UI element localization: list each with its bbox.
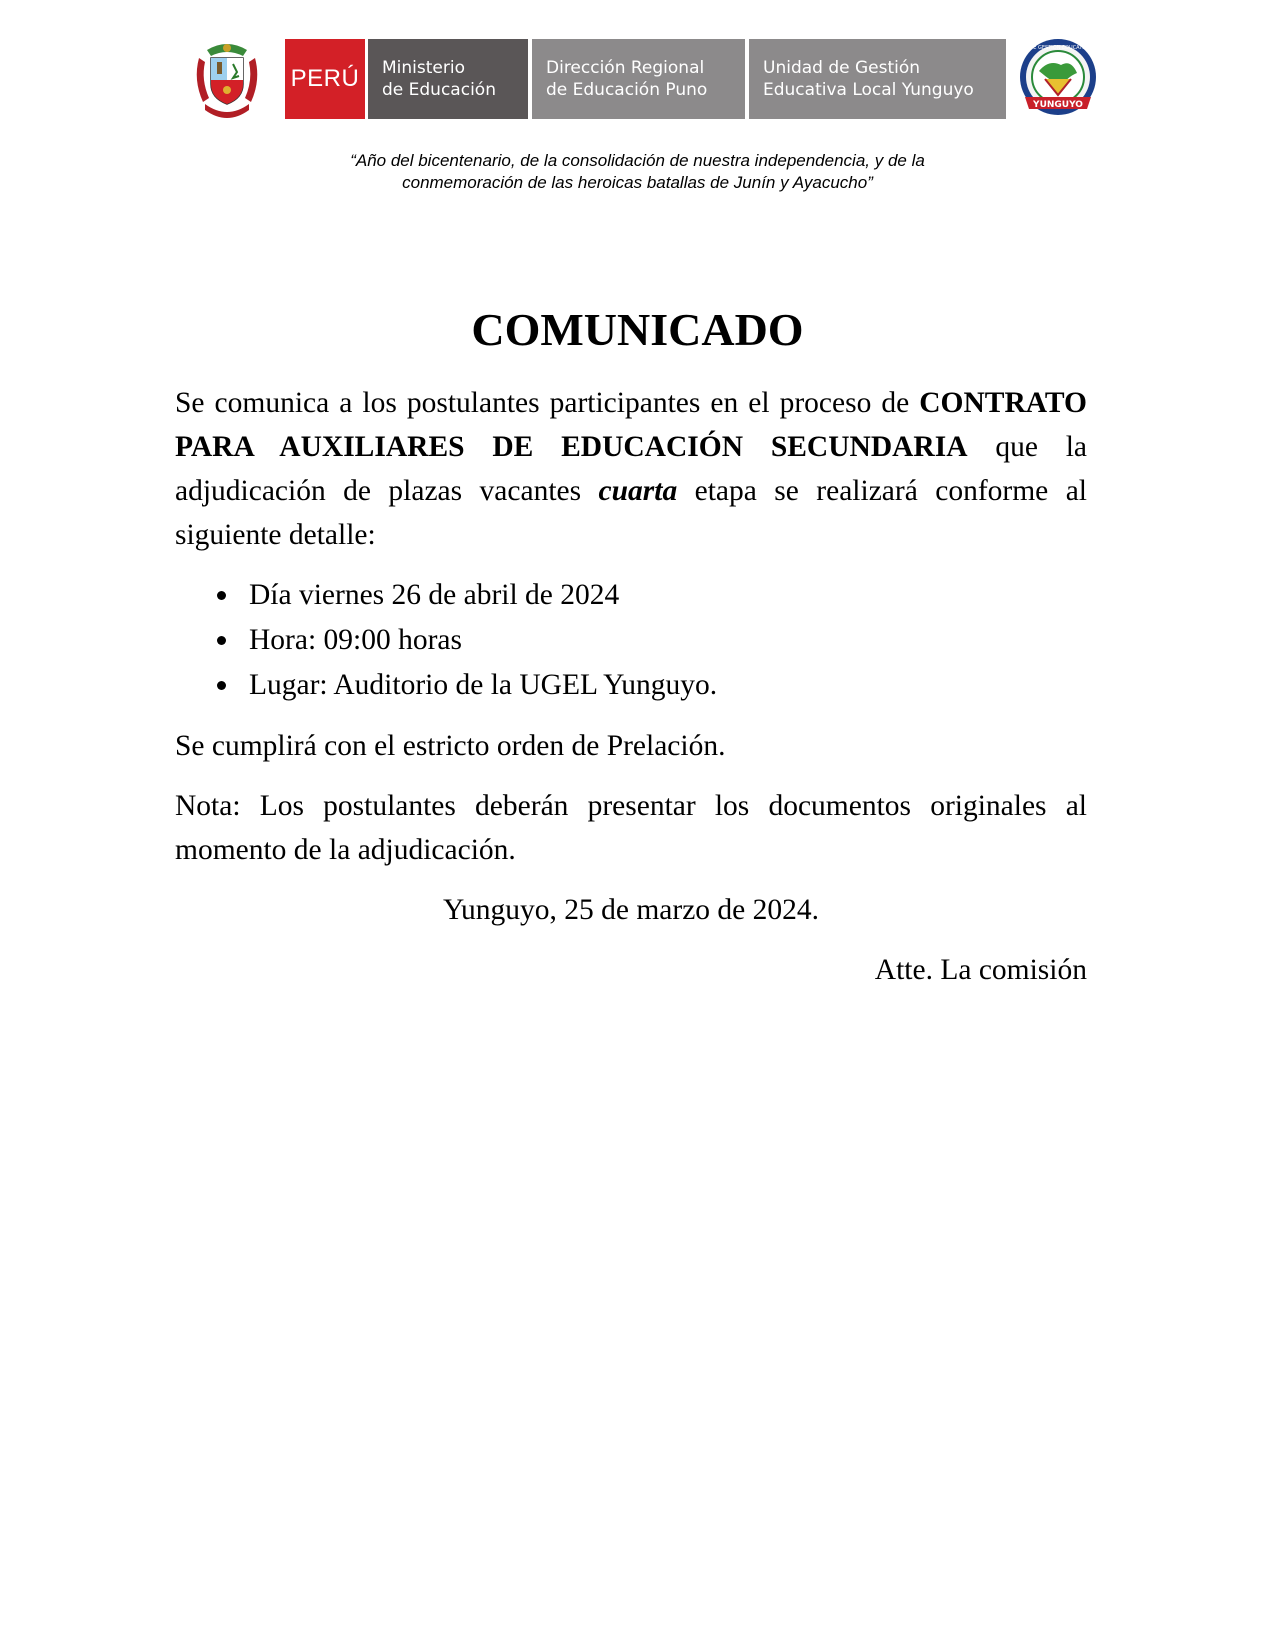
peru-label: PERÚ [290,65,360,92]
intro-text-a: Se comunica a los postulantes participantes en el proceso de [175,387,920,419]
stage-name: cuarta [598,475,678,507]
svg-text:YUNGUYO: YUNGUYO [1033,100,1083,110]
intro-paragraph [175,381,1087,557]
detail-day: Día viernes 26 de abril de 2024 [249,573,1087,618]
ugel-box [749,39,1006,119]
intro-text-b: que la adjudicación de plazas vacantes [175,431,1087,507]
detail-place: Lugar: Auditorio de la UGEL Yunguyo. [249,663,1087,708]
order-statement: Se cumplirá con el estricto orden de Prelación. [175,730,726,762]
dre-line-1: Dirección Regional [546,58,705,78]
peru-coat-of-arms-icon [193,40,261,120]
signature: Atte. La comisión [874,954,1087,986]
place-date: Yunguyo, 25 de marzo de 2024. [442,894,820,926]
detail-time: Hora: 09:00 horas [249,618,1087,663]
details-list [175,573,1087,708]
intro-text-c: etapa se realizará conforme al siguiente detalle: [175,475,1087,551]
motto-line-2: conmemoración de las heroicas batallas de Junín y Ayacucho” [402,173,873,192]
motto-line-1: “Año del bicentenario, de la consolidación de nuestra independencia, y de la [350,151,925,170]
peru-brand-box [285,39,365,119]
ministry-line-1: Ministerio [382,58,465,78]
process-name: CONTRATO PARA AUXILIARES DE EDUCACIÓN SECUNDARIA [175,387,1087,463]
regional-direction-box [532,39,745,119]
ugel-yunguyo-seal-icon [1007,37,1109,121]
page-title: COMUNICADO [471,304,804,355]
year-motto [0,150,1275,194]
ugel-line-2: Educativa Local Yunguyo [763,80,974,100]
announcement-body [175,381,1087,992]
ministry-box [368,39,528,119]
note-paragraph: Nota: Los postulantes deberán presentar los documentos originales al momento de la adjudicación. [175,790,1087,866]
dre-line-2: de Educación Puno [546,80,708,100]
ministry-line-2: de Educación [382,80,496,100]
svg-text:UNIDAD DE GESTION EDUCATIVA LO: UNIDAD DE GESTION EDUCATIVA LOCAL [1007,45,1109,51]
letterhead [193,37,1109,119]
ugel-line-1: Unidad de Gestión [763,58,921,78]
